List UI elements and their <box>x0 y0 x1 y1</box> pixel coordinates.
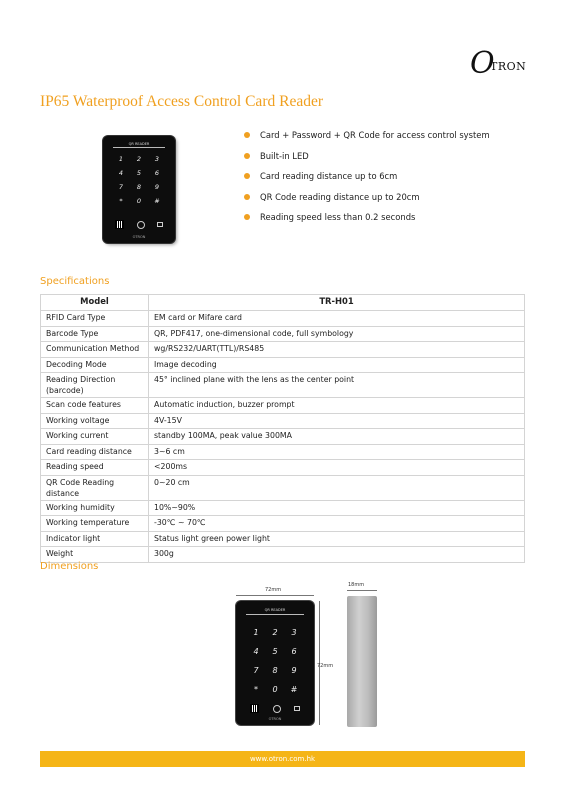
spec-label: Card reading distance <box>41 444 149 460</box>
otron-logo <box>470 46 532 81</box>
spec-value: 45° inclined plane with the lens as the center point <box>149 373 525 398</box>
key: 0 <box>272 685 278 694</box>
spec-value: -30℃ ~ 70℃ <box>149 516 525 532</box>
spec-label: Working humidity <box>41 500 149 516</box>
spec-label: Indicator light <box>41 531 149 547</box>
logo-text: TRON <box>490 60 527 73</box>
table-row <box>41 326 525 342</box>
key: 5 <box>136 169 142 177</box>
feature-list <box>244 128 490 231</box>
side-view <box>347 596 377 727</box>
spec-value: Automatic induction, buzzer prompt <box>149 398 525 414</box>
table-row <box>41 311 525 327</box>
depth-line <box>347 590 377 591</box>
specifications-table <box>40 294 525 563</box>
product-image <box>103 136 175 243</box>
spec-value: 10%~90% <box>149 500 525 516</box>
reader-stripe <box>246 614 304 615</box>
feature-item: Reading speed less than 0.2 seconds <box>244 210 490 231</box>
table-row <box>41 531 525 547</box>
key: 6 <box>291 647 297 656</box>
key: # <box>290 685 298 694</box>
spec-label: Working temperature <box>41 516 149 532</box>
spec-value: Image decoding <box>149 357 525 373</box>
spec-label: QR Code Reading distance <box>41 475 149 500</box>
reader-label: QR READER <box>264 608 286 612</box>
spec-value: EM card or Mifare card <box>149 311 525 327</box>
feature-item: Built-in LED <box>244 149 490 170</box>
table-row <box>41 547 525 563</box>
device-logo: OTRON <box>268 717 282 721</box>
spec-value: 0~20 cm <box>149 475 525 500</box>
table-row <box>41 398 525 414</box>
table-row <box>41 413 525 429</box>
key: # <box>154 197 160 205</box>
spec-value: 300g <box>149 547 525 563</box>
spec-value: <200ms <box>149 460 525 476</box>
scanner-icon <box>137 221 145 229</box>
spec-label: Communication Method <box>41 342 149 358</box>
key: 5 <box>272 647 278 656</box>
spec-label: Reading Direction (barcode) <box>41 373 149 398</box>
feature-item: Card + Password + QR Code for access control system <box>244 128 490 149</box>
key: 4 <box>118 169 124 177</box>
key: 8 <box>272 666 278 675</box>
footer-url[interactable]: www.otron.com.hk <box>249 755 316 763</box>
reader-label: QR READER <box>128 142 150 146</box>
front-view <box>236 601 314 725</box>
spec-label: Barcode Type <box>41 326 149 342</box>
key: 6 <box>154 169 160 177</box>
keypad <box>113 155 165 211</box>
key: 4 <box>253 647 259 656</box>
card-icon <box>157 222 163 227</box>
height-label: 72mm <box>317 663 334 669</box>
spec-label: Scan code features <box>41 398 149 414</box>
spec-label: Weight <box>41 547 149 563</box>
spec-value: wg/RS232/UART(TTL)/RS485 <box>149 342 525 358</box>
key: * <box>119 197 123 205</box>
qr-icon <box>115 220 124 229</box>
key: * <box>254 685 258 694</box>
footer-bar <box>40 751 525 767</box>
table-row <box>41 460 525 476</box>
header-model: Model <box>41 295 149 311</box>
device-bottom-row <box>250 704 300 713</box>
spec-value: standby 100MA, peak value 300MA <box>149 429 525 445</box>
key: 0 <box>136 197 142 205</box>
table-header-row <box>41 295 525 311</box>
key: 2 <box>136 155 142 163</box>
table-row <box>41 500 525 516</box>
table-row <box>41 516 525 532</box>
spec-value: 3~6 cm <box>149 444 525 460</box>
dimensions-drawing <box>224 582 384 727</box>
spec-label: Working voltage <box>41 413 149 429</box>
key: 9 <box>154 183 160 191</box>
table-row <box>41 429 525 445</box>
device-bottom-row <box>115 220 163 229</box>
key: 3 <box>154 155 160 163</box>
reader-stripe <box>113 147 165 148</box>
header-model-value: TR-H01 <box>149 295 525 311</box>
page-title: IP65 Waterproof Access Control Card Reader <box>40 93 323 110</box>
depth-label: 18mm <box>348 582 365 588</box>
spec-value: Status light green power light <box>149 531 525 547</box>
key: 1 <box>118 155 124 163</box>
feature-item: Card reading distance up to 6cm <box>244 169 490 190</box>
card-icon <box>294 706 300 711</box>
key: 7 <box>118 183 124 191</box>
width-line <box>236 595 314 596</box>
spec-label: RFID Card Type <box>41 311 149 327</box>
spec-value: 4V-15V <box>149 413 525 429</box>
table-row <box>41 342 525 358</box>
key: 7 <box>253 666 259 675</box>
feature-item: QR Code reading distance up to 20cm <box>244 190 490 211</box>
spec-label: Reading speed <box>41 460 149 476</box>
key: 3 <box>291 628 297 637</box>
logo-letter: O <box>470 46 495 81</box>
key: 1 <box>253 628 259 637</box>
device-logo: OTRON <box>132 235 146 239</box>
key: 8 <box>136 183 142 191</box>
spec-value: QR, PDF417, one-dimensional code, full symbology <box>149 326 525 342</box>
qr-icon <box>250 704 259 713</box>
key: 9 <box>291 666 297 675</box>
width-label: 72mm <box>265 587 282 593</box>
dimensions-heading: Dimensions <box>40 561 99 572</box>
spec-label: Working current <box>41 429 149 445</box>
spec-label: Decoding Mode <box>41 357 149 373</box>
table-row <box>41 373 525 398</box>
specifications-heading: Specifications <box>40 276 110 287</box>
key: 2 <box>272 628 278 637</box>
table-row <box>41 357 525 373</box>
table-row <box>41 444 525 460</box>
scanner-icon <box>273 705 281 713</box>
table-row <box>41 475 525 500</box>
keypad <box>248 628 302 704</box>
